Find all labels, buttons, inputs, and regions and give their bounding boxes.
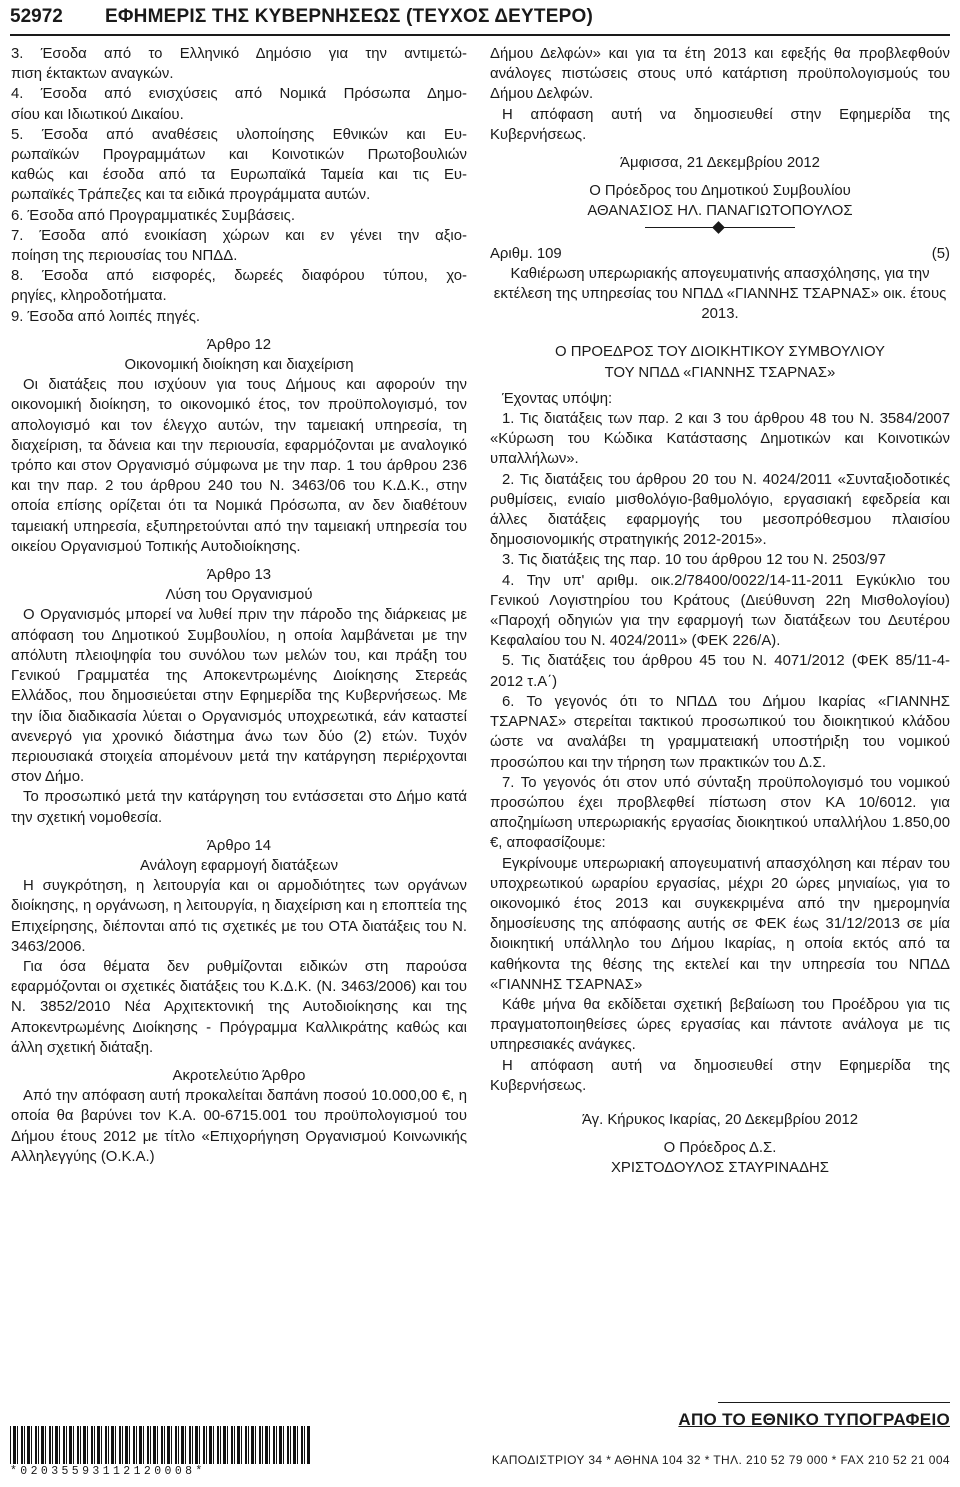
publish-text: Η απόφαση αυτή να δημοσιευθεί στην Εφημερίδα της Κυβερνήσεως.	[490, 1057, 950, 1094]
list-line: ποίηση της περιουσίας του ΝΠΔΔ.	[11, 248, 238, 265]
article-13-text: Ο Οργανισμός μπορεί να λυθεί πριν την πάροδο της διάρκειας με απόφαση του Δημοτικού Συμβουλίου, η οποία λαμβάνεται με την απόλυτη πλειοψηφία του συνόλου των μελών του, και πράξη του Γενικού Γραμματέα της Αποκεντρωμένης Διοίκησης Στερεάς Ελλάδος, που δημοσιεύεται στην Εφημερίδα της Κυβερνήσεως. Με την ίδια διαδικασία λύεται ο Οργανισμός υποχρεωτικά, εάν καταστεί ανενεργό για χρονικό διάστημα άνω των δύο (2) ετών. Τυχόν περιουσιακά στοιχεία απομένουν μετά την κατάργηση περιέρχονται στον Δήμο.	[11, 607, 467, 786]
final-article-title: Ακροτελεύτιο Άρθρο	[172, 1067, 306, 1084]
barcode	[10, 1426, 310, 1478]
consideration-item: 5. Τις διατάξεις του άρθρου 45 του Ν. 4071/2012 (ΦΕΚ 85/11-4-2012 τ.Α΄)	[490, 653, 950, 690]
president-heading: Ο ΠΡΟΕΔΡΟΣ ΤΟΥ ΔΙΟΙΚΗΤΙΚΟΥ ΣΥΜΒΟΥΛΙΟΥ	[555, 344, 885, 361]
consideration-item: 4. Την υπ' αριθμ. οικ.2/78400/0022/14-11-2011 Εγκύκλιο του Γενικού Λογιστηρίου του Κράτους (Διεύθυνση 22η Μισθολογίου) «Παροχή οδηγιών για την εφαρμογή των διατάξεων του Δευτέρου Κεφαλαίου του Ν. 4024/2011» (ΦΕΚ 226/Α).	[490, 572, 950, 650]
page-header	[10, 4, 950, 36]
approval-text: Εγκρίνουμε υπερωριακή απογευματινή απασχόληση και πέραν του υποχρεωτικού ωραρίου εργασίας, μέχρι 20 ώρες μηνιαίως, για το οικονομικό έτος 2013 και συγκεκριμένα από την ημερομηνία δημοσίευσης της απόφασης αυτής σε ΦΕΚ έως 31/12/2013 σε μία διοικητική υπάλληλο του Δήμου Ικαρίας, η οποία εκτός από τα καθήκοντα της θέσης της εκτελεί και την υπηρεσία του ΝΠΔΔ «ΓΙΑΝΝΗΣ ΤΣΑΡΝΑΣ»	[490, 855, 950, 993]
signer-title: Ο Πρόεδρος του Δημοτικού Συμβουλίου	[589, 183, 851, 200]
article-14-title: Άρθρο 14	[206, 837, 272, 854]
consideration-item: 7. Το γεγονός ότι στον υπό σύνταξη προϋπολογισμό του νομικού προσώπου έχει προβλεφθεί πίστωση στον ΚΑ 10/6012. για αποζημίωση υπερωριακής εργασίας διοικητικού υπαλλήλου 1.850,00 €, αποφασίζουμε:	[490, 774, 950, 852]
list-line: ρωπαϊκών Προγραμμάτων και Κοινοτικών Πρωτοβουλιών	[11, 147, 467, 164]
consideration-item: 1. Τις διατάξεις των παρ. 2 και 3 του άρθρου 48 του Ν. 3584/2007 «Κύρωση του Κώδικα Κατάστασης Δημοτικών και Κοινοτικών υπαλλήλων».	[490, 411, 950, 468]
place-date: Άμφισσα, 21 Δεκεμβρίου 2012	[620, 155, 820, 172]
article-13-subtitle: Λύση του Οργανισμού	[165, 587, 313, 604]
list-line: 8. Έσοδα από εισφορές, δωρεές διαφόρου τύπου, χο-	[11, 268, 467, 285]
revenue-list	[11, 44, 467, 327]
article-12-text: Οι διατάξεις που ισχύουν για τους Δήμους και αφορούν την οικονομική διοίκηση, το οικονομικό έτος, τον προϋπολογισμό, τον απολογισμό και τον έλεγχο αυτών, την ταμειακή υπηρεσία, τη διαχείριση, τα δάνεια και την περιουσία, εφαρμόζονται με αναλογικό τρόπο και στον Οργανισμό σύμφωνα με την παρ. 1 του άρθρου 236 και την παρ. 2 του άρθρου 240 του Ν. 3463/06 του Κ.Δ.Κ., στην οποία επίσης ορίζεται ότι τα Νομικά Πρόσωπα, αν δεν διαθέτουν ταμειακή υπηρεσία, εξυπηρετούνται από την ταμειακή υπηρεσία του οικείου Οργανισμού Τοπικής Αυτοδιοίκησης.	[11, 377, 467, 555]
consideration-item: 6. Το γεγονός ότι το ΝΠΔΔ του Δήμου Ικαρίας «ΓΙΑΝΝΗΣ ΤΣΑΡΝΑΣ» στερείται τακτικού προσωπικού του διοικητικού κλάδου ώστε να αναλάβει τη γραμματειακή υποστήριξη του νομικού προσώπου και την τήρηση των πρακτικών του Δ.Σ.	[490, 693, 950, 771]
monthly-certificate-text: Κάθε μήνα θα εκδίδεται σχετική βεβαίωση του Προέδρου για τις πραγματοποιηθείσες ώρες εργασίας και πάντοτε ανάλογα με τις υπηρεσιακές ανάγκες.	[490, 996, 950, 1054]
list-line: πιση έκτακτων αναγκών.	[11, 66, 174, 83]
printer-address: ΚΑΠΟΔΙΣΤΡΙΟΥ 34 * ΑΘΗΝΑ 104 32 * ΤΗΛ. 210 52 79 000 * FAX 210 52 21 004	[491, 1453, 950, 1467]
article-12-title: Άρθρο 12	[206, 336, 272, 353]
signer-title: Ο Πρόεδρος Δ.Σ.	[663, 1140, 777, 1157]
decision-number-label: Αριθμ. 109	[490, 245, 562, 262]
separator-ornament	[645, 224, 795, 232]
place-date: Άγ. Κήρυκος Ικαρίας, 20 Δεκεμβρίου 2012	[581, 1111, 859, 1128]
list-line: 6. Έσοδα από Προγραμματικές Συμβάσεις.	[11, 207, 295, 224]
article-13-title: Άρθρο 13	[206, 567, 272, 584]
consideration-item: 3. Τις διατάξεις της παρ. 10 του άρθρου 12 του Ν. 2503/97	[502, 552, 886, 569]
list-line: σίου και Ιδιωτικού Δικαίου.	[11, 106, 184, 123]
publish-text: Η απόφαση αυτή να δημοσιευθεί στην Εφημερίδα της Κυβερνήσεως.	[490, 106, 950, 143]
journal-title: ΕΦΗΜΕΡΙΣ ΤΗΣ ΚΥΒΕΡΝΗΣΕΩΣ (ΤΕΥΧΟΣ ΔΕΥΤΕΡΟ)	[105, 6, 593, 27]
footer-rule	[718, 1402, 950, 1403]
article-14-text: Η συγκρότηση, η λειτουργία και οι αρμοδιότητες των οργάνων διοίκησης, η οργάνωση, η λειτουργία, η διαχείριση και η εποπτεία της Επιχείρησης, διέπονται από τις σχετικές με του ΟΤΑ διατάξεις του Ν. 3463/2006.	[11, 878, 467, 955]
decision-title: Καθιέρωση υπερωριακής απογευματινής απασχόλησης, για την εκτέλεση της υπηρεσίας του ΝΠΔΔ «ΓΙΑΝΝΗΣ ΤΣΑΡΝΑΣ» οικ. έτους 2013.	[493, 265, 947, 323]
list-line: 7. Έσοδα από ενοικίαση χώρων και εν γένει την αξιο-	[11, 227, 467, 244]
article-14-subtitle: Ανάλογη εφαρμογή διατάξεων	[139, 857, 339, 874]
left-column	[11, 44, 467, 1167]
list-line: 4. Έσοδα από ενισχύσεις από Νομικά Πρόσωπα Δημο-	[11, 86, 467, 103]
signer-name: ΑΘΑΝΑΣΙΟΣ ΗΛ. ΠΑΝΑΓΙΩΤΟΠΟΥΛΟΣ	[587, 203, 853, 220]
list-line: 5. Έσοδα από αναθέσεις υλοποίησης Εθνικών και Ευ-	[11, 126, 467, 143]
list-line: ρηγίες, κληροδοτήματα.	[11, 288, 167, 305]
right-column	[490, 44, 950, 1179]
barcode-text: *02035593112120008*	[10, 1465, 206, 1478]
having-considered: Έχοντας υπόψη:	[502, 390, 613, 407]
decision-number	[490, 244, 950, 264]
list-line: καθώς και έσοδα από τα Ευρωπαϊκά Ταμεία και τις Ευ-	[11, 167, 467, 184]
continuation-text: Δήμου Δελφών» και για τα έτη 2013 και εφεξής θα προβλεφθούν ανάλογες πιστώσεις στους υπό κατάρτιση προϋπολογισμούς του Δήμου Δελφών.	[490, 46, 950, 103]
article-12-subtitle: Οικονομική διοίκηση και διαχείριση	[124, 357, 354, 374]
list-line: ρωπαϊκές Τράπεζες και τα ειδικά προγράμματα αυτών.	[11, 187, 371, 204]
decision-sequence: (5)	[931, 245, 950, 262]
list-line: 9. Έσοδα από λοιπές πηγές.	[11, 308, 201, 325]
signer-name: ΧΡΙΣΤΟΔΟΥΛΟΣ ΣΤΑΥΡΙΝΑΔΗΣ	[610, 1160, 830, 1177]
page-number: 52972	[10, 6, 63, 27]
article-14-text: Για όσα θέματα δεν ρυθμίζονται ειδικών στη παρούσα εφαρμόζονται οι σχετικές διατάξεις του Κ.Δ.Κ. (Ν. 3463/2006) και του Ν. 3852/2010 Νέα Αρχιτεκτονική της Αυτοδιοίκησης και της Αποκεντρωμένης Διοίκησης - Πρόγραμμα Καλλικράτης καθώς και άλλη σχετική διάταξη.	[11, 958, 467, 1056]
page-footer	[10, 1402, 950, 1482]
article-13-text: Το προσωπικό μετά την κατάργηση του εντάσσεται στο Δήμο κατά την σχετική νομοθεσία.	[11, 789, 467, 826]
consideration-item: 2. Τις διατάξεις του άρθρου 20 του Ν. 4024/2011 «Συνταξιοδοτικές ρυθμίσεις, ενιαίο μισθολόγιο-βαθμολόγιο, εργασιακή εφεδρεία και άλλες διατάξεις εφαρμογής του μεσοπρόθεσμου πλαισίου δημοσιονομικής στρατηγικής 2012-2015».	[490, 471, 950, 549]
printer-name: ΑΠΟ ΤΟ ΕΘΝΙΚΟ ΤΥΠΟΓΡΑΦΕΙΟ	[678, 1410, 950, 1429]
diamond-icon	[712, 221, 725, 234]
list-line: 3. Έσοδα από το Ελληνικό Δημόσιο για την αντιμετώ-	[11, 46, 467, 62]
final-article-text: Από την απόφαση αυτή προκαλείται δαπάνη ποσού 10.000,00 €, η οποία θα βαρύνει τον Κ.Α. 00-6715.001 του προϋπολογισμού του Δήμου έτους 2012 με τίτλο «Επιχορήγηση Οργανισμού Κοινωνικής Αλληλεγγύης (Ο.Κ.Α.)	[11, 1088, 467, 1165]
president-heading: ΤΟΥ ΝΠΔΔ «ΓΙΑΝΝΗΣ ΤΣΑΡΝΑΣ»	[604, 364, 836, 381]
barcode-bars	[10, 1426, 310, 1464]
